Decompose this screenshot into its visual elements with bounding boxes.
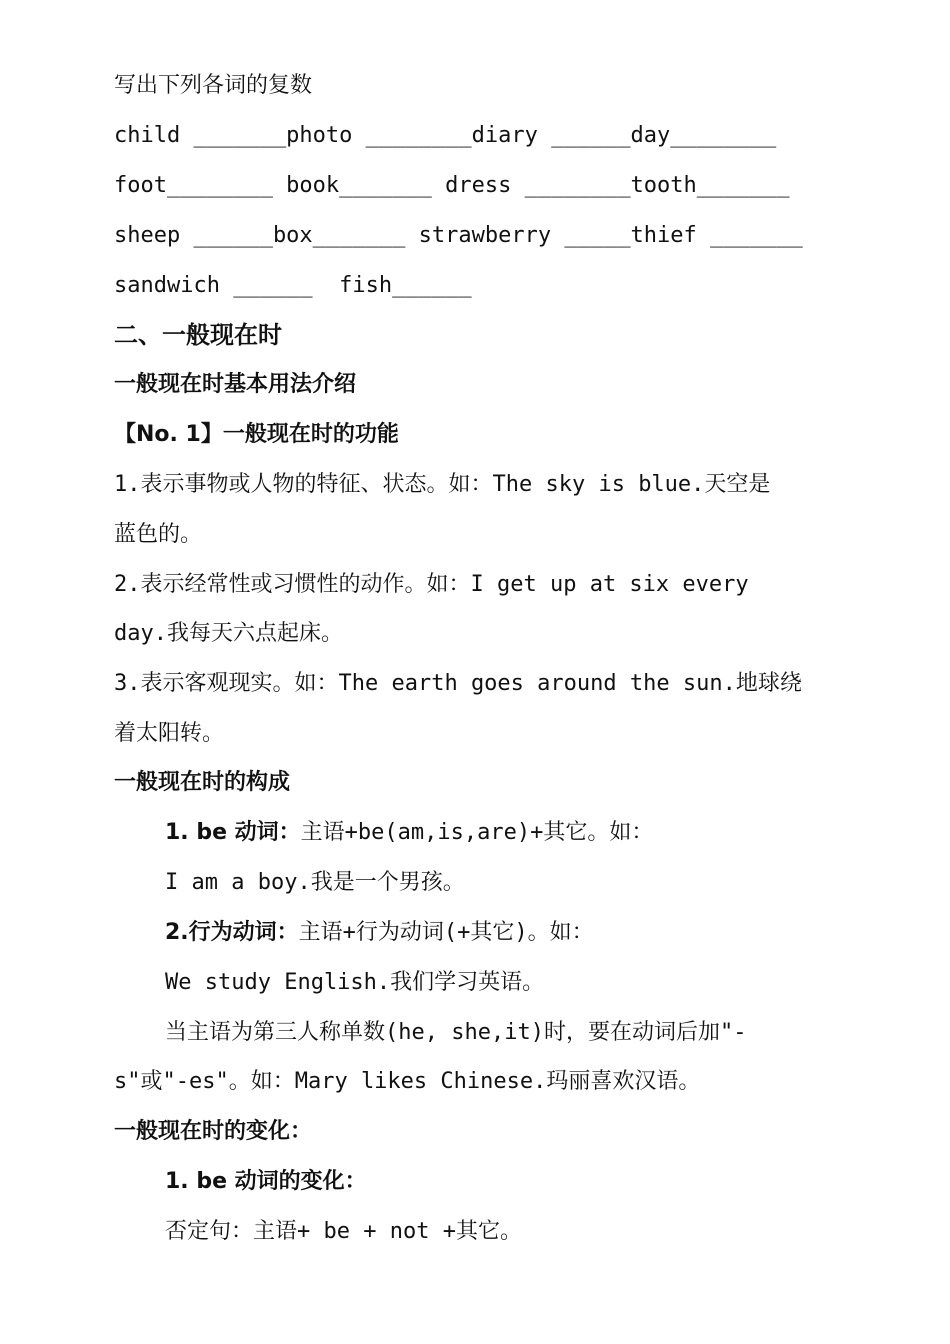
function-2-line-2: day.我每天六点起床。 [114, 621, 343, 646]
change-heading: 一般现在时的变化： [114, 1119, 313, 1144]
composition-heading: 一般现在时的构成 [114, 770, 291, 795]
composition-2 [165, 918, 594, 948]
section-title: 二、一般现在时 [114, 321, 282, 349]
third-person-rule-line-2: s"或"-es"。如：Mary likes Chinese.玛丽喜欢汉语。 [114, 1069, 701, 1094]
composition-2-label: 2.行为动词： [165, 920, 299, 945]
composition-1 [165, 818, 653, 848]
function-1-line-1: 1.表示事物或人物的特征、状态。如：The sky is blue.天空是 [114, 472, 771, 497]
plural-exercise-row-3: sheep ______box_______ strawberry _____thief _______ [114, 223, 803, 248]
third-person-rule-line-1: 当主语为第三人称单数(he, she,it)时，要在动词后加"- [165, 1020, 747, 1045]
change-1-label: 1. be 动词的变化： [165, 1169, 367, 1194]
composition-2-text: 主语+行为动词(+其它)。如： [298, 920, 594, 945]
negative-sentence-rule: 否定句：主语+ be + not +其它。 [165, 1219, 522, 1244]
plural-exercise-row-1: child _______photo ________diary ______day________ [114, 123, 777, 148]
composition-1-label: 1. be 动词： [165, 820, 301, 845]
function-2-line-1: 2.表示经常性或习惯性的动作。如：I get up at six every [114, 572, 749, 597]
intro-heading: 一般现在时基本用法介绍 [114, 372, 357, 397]
composition-1-example: I am a boy.我是一个男孩。 [165, 870, 465, 895]
function-3-line-2: 着太阳转。 [114, 721, 225, 746]
function-heading: 【No. 1】一般现在时的功能 [114, 422, 399, 447]
composition-1-text: 主语+be(am,is,are)+其它。如： [300, 820, 654, 845]
composition-2-example: We study English.我们学习英语。 [165, 970, 545, 995]
plural-exercise-row-4: sandwich ______ fish______ [114, 273, 472, 298]
function-1-line-2: 蓝色的。 [114, 522, 203, 547]
plural-exercise-row-2: foot________ book_______ dress ________tooth_______ [114, 173, 790, 198]
plural-exercise-heading: 写出下列各词的复数 [114, 73, 313, 98]
function-3-line-1: 3.表示客观现实。如：The earth goes around the sun.地球绕 [114, 671, 802, 696]
